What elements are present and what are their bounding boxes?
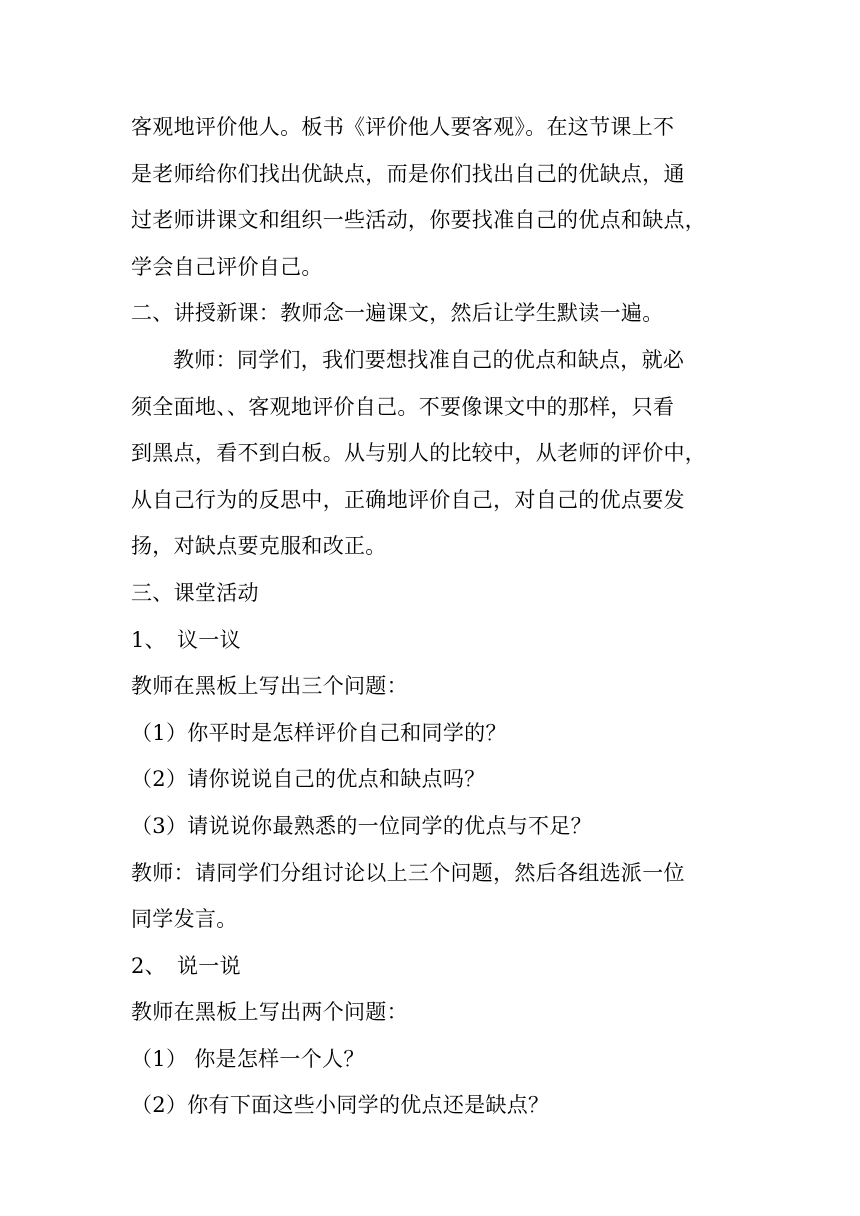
activity-heading [131,943,741,990]
section-heading: 二、讲授新课：教师念一遍课文，然后让学生默读一遍。 [131,301,664,326]
paragraph-line: 学会自己评价自己。 [131,254,323,279]
activity-number: 1、 [131,627,166,652]
paragraph-line: 须全面地、、客观地评价自己。不要像课文中的那样，只看 [131,394,675,419]
activity-title: 说一说 [177,953,241,978]
activity-heading [131,617,741,664]
paragraph-line: 过老师讲课文和组织一些活动，你要找准自己的优点和缺点， [131,208,707,233]
question-item: （1）你平时是怎样评价自己和同学的？ [131,720,507,745]
paragraph-line: 是老师给你们找出优缺点，而是你们找出自己的优缺点，通 [131,161,685,186]
question-item: （1） 你是怎样一个人？ [131,1046,365,1071]
section-heading: 三、课堂活动 [131,580,259,605]
paragraph-line: 扬，对缺点要克服和改正。 [131,534,387,559]
paragraph-line: 同学发言。 [131,907,238,932]
paragraph-line: 教师：同学们，我们要想找准自己的优点和缺点，就必 [173,347,685,372]
paragraph-line: 教师在黑板上写出两个问题： [131,1000,408,1025]
paragraph-line: 教师在黑板上写出三个问题： [131,674,408,699]
question-item: （3）请说说你最熟悉的一位同学的优点与不足？ [131,813,592,838]
activity-title: 议一议 [177,627,241,652]
paragraph-line: 客观地评价他人。板书《评价他人要客观》。在这节课上不 [131,115,675,139]
document-body [131,104,741,1129]
question-item: （2）你有下面这些小同学的优点还是缺点？ [131,1093,550,1118]
paragraph-line: 到黑点，看不到白板。从与别人的比较中，从老师的评价中， [131,441,707,466]
paragraph-line: 教师：请同学们分组讨论以上三个问题，然后各组选派一位 [131,860,685,885]
paragraph-line: 从自己行为的反思中，正确地评价自己，对自己的优点要发 [131,487,685,512]
activity-number: 2、 [131,953,166,978]
question-item: （2）请你说说自己的优点和缺点吗？ [131,767,486,792]
